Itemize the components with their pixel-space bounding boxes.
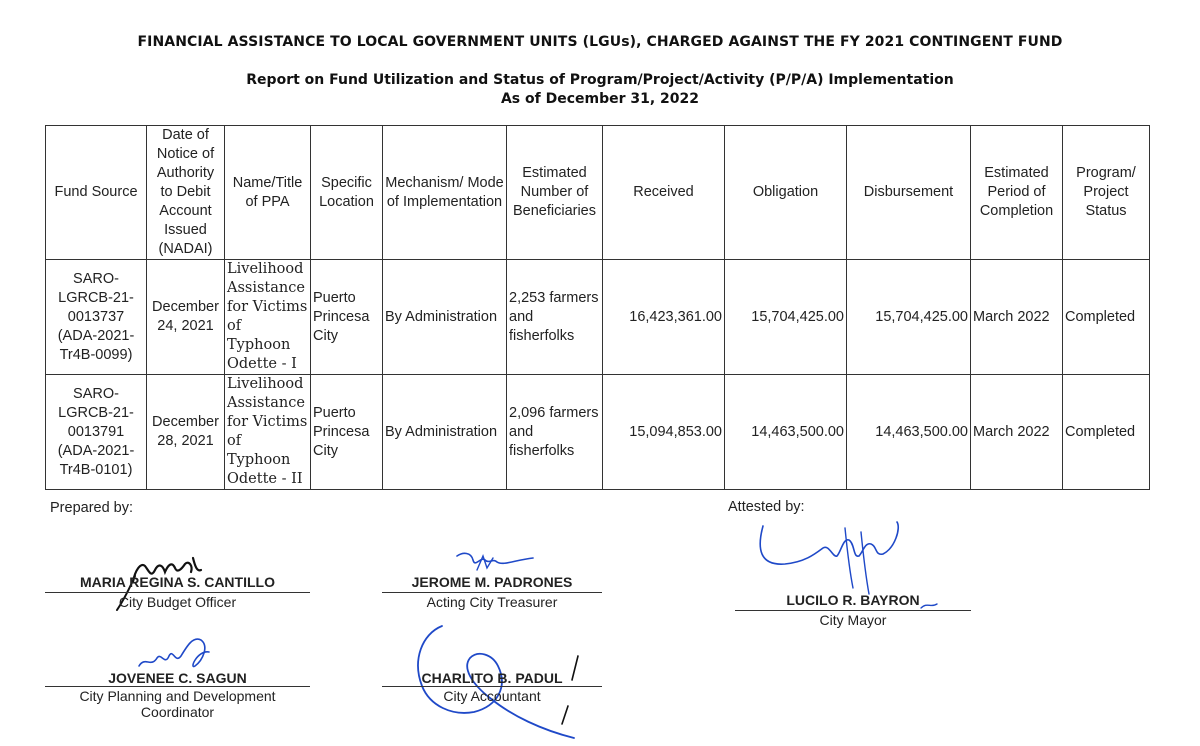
signatory-position: City Accountant <box>443 688 541 704</box>
cell-nadai-date: December 24, 2021 <box>147 260 225 375</box>
cell-disbursement: 15,704,425.00 <box>847 260 971 375</box>
signatory-position: City Budget Officer <box>118 594 237 610</box>
cell-fund-source: SARO-LGRCB-21-0013737 (ADA-2021-Tr4B-0099) <box>46 260 147 375</box>
report-subtitle: Report on Fund Utilization and Status of Program/Project/Activity (P/P/A) Implementation <box>246 72 954 88</box>
cell-beneficiaries: 2,096 farmers and fisherfolks <box>507 375 603 490</box>
cell-status: Completed <box>1063 375 1150 490</box>
report-title: FINANCIAL ASSISTANCE TO LOCAL GOVERNMENT UNITS (LGUs), CHARGED AGAINST THE FY 2021 CONTINGENT FUND <box>137 34 1063 50</box>
attested-by-label: Attested by: <box>728 499 805 515</box>
cell-completion: March 2022 <box>971 375 1063 490</box>
prepared-by-label: Prepared by: <box>50 500 134 516</box>
col-header-disbursement: Disbursement <box>847 126 971 260</box>
col-header-status: Program/ Project Status <box>1063 126 1150 260</box>
signatory-name: MARIA REGINA S. CANTILLO <box>80 574 275 590</box>
table-row <box>46 375 1150 490</box>
col-header-mechanism: Mechanism/ Mode of Implementation <box>383 126 507 260</box>
col-header-completion: Estimated Period of Completion <box>971 126 1063 260</box>
signatory-name: LUCILO R. BAYRON <box>786 592 920 608</box>
signatory-position: City Planning and Development Coordinator <box>79 688 276 720</box>
col-header-nadai: Date of Notice of Authority to Debit Account Issued (NADAI) <box>147 126 225 260</box>
cell-nadai-date: December 28, 2021 <box>147 375 225 490</box>
cell-beneficiaries: 2,253 farmers and fisherfolks <box>507 260 603 375</box>
cell-obligation: 14,463,500.00 <box>725 375 847 490</box>
signature-line <box>382 686 602 687</box>
cell-location: Puerto Princesa City <box>311 260 383 375</box>
signatory-name: CHARLITO B. PADUL <box>421 670 563 686</box>
signature-line <box>382 592 602 593</box>
table-header-row <box>46 126 1150 260</box>
col-header-fund-source: Fund Source <box>46 126 147 260</box>
cell-received: 16,423,361.00 <box>603 260 725 375</box>
col-header-received: Received <box>603 126 725 260</box>
cell-status: Completed <box>1063 260 1150 375</box>
signatory-position: Acting City Treasurer <box>426 594 558 610</box>
fund-utilization-table <box>45 125 1150 490</box>
signatory-position: City Mayor <box>819 612 887 628</box>
cell-mechanism: By Administration <box>383 260 507 375</box>
cell-mechanism: By Administration <box>383 375 507 490</box>
cell-ppa: Livelihood Assistance for Victims of Typhoon Odette - II <box>225 375 311 490</box>
report-date: As of December 31, 2022 <box>500 91 700 107</box>
signatory-name: JEROME M. PADRONES <box>411 574 573 590</box>
cell-obligation: 15,704,425.00 <box>725 260 847 375</box>
cell-ppa: Livelihood Assistance for Victims of Typhoon Odette - I <box>225 260 311 375</box>
table-row <box>46 260 1150 375</box>
col-header-location: Specific Location <box>311 126 383 260</box>
cell-fund-source: SARO-LGRCB-21-0013791 (ADA-2021-Tr4B-0101) <box>46 375 147 490</box>
signatory-name: JOVENEE C. SAGUN <box>108 670 247 686</box>
signature-line <box>45 686 310 687</box>
col-header-obligation: Obligation <box>725 126 847 260</box>
cell-completion: March 2022 <box>971 260 1063 375</box>
signature-line <box>45 592 310 593</box>
cell-location: Puerto Princesa City <box>311 375 383 490</box>
signature-line <box>735 610 971 611</box>
col-header-beneficiaries: Estimated Number of Beneficiaries <box>507 126 603 260</box>
cell-disbursement: 14,463,500.00 <box>847 375 971 490</box>
cell-received: 15,094,853.00 <box>603 375 725 490</box>
col-header-ppa: Name/Title of PPA <box>225 126 311 260</box>
